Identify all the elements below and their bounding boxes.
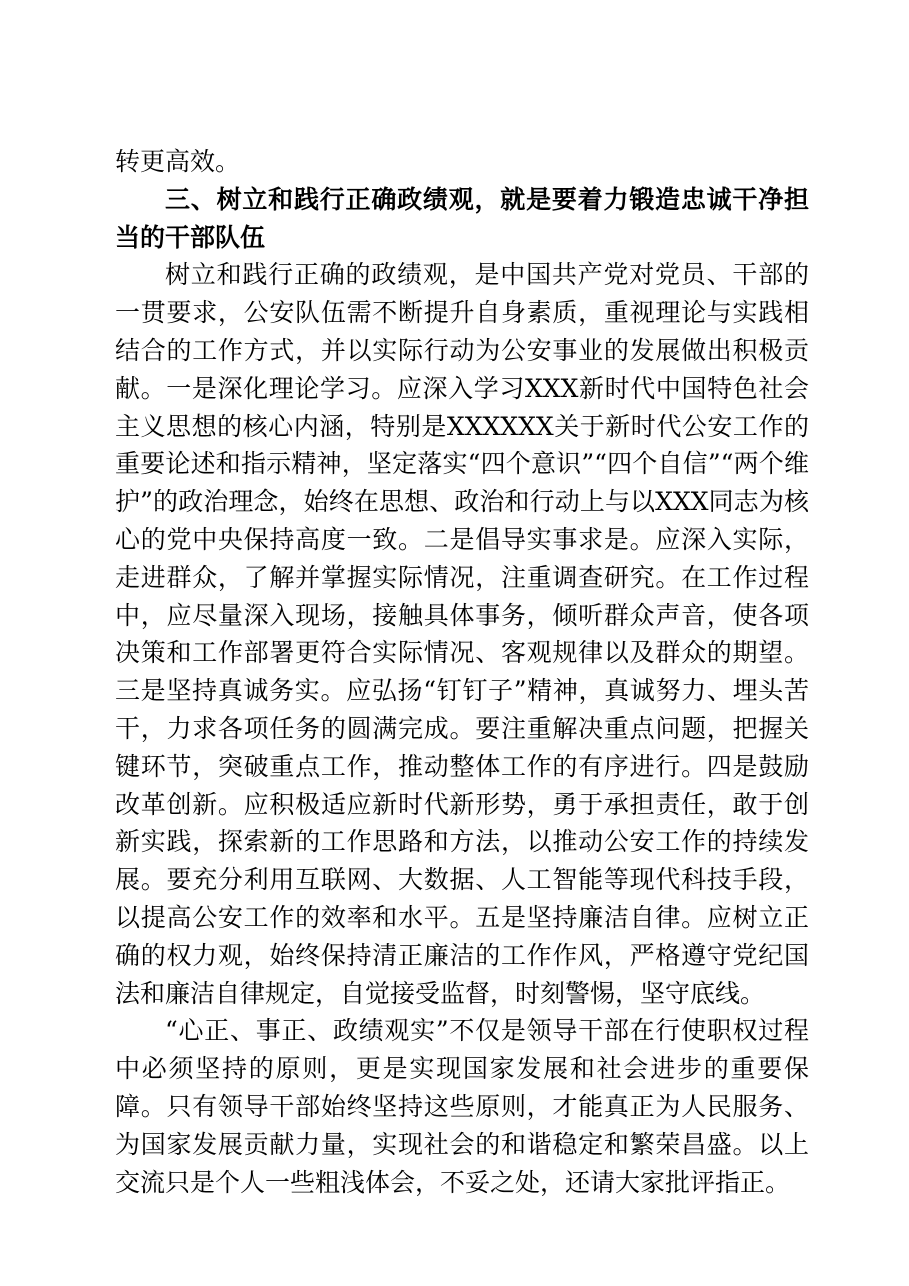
body-paragraph: 树立和践行正确的政绩观，是中国共产党对党员、干部的一贯要求，公安队伍需不断提升自身素质，重视理论与实践相结合的工作方式，并以实际行动为公安事业的发展做出积极贡献。一是深化理论学习。应深入学习XXX新时代中国特色社会主义思想的核心内涵，特别是XXXXXX关于新时代公安工作的重要论述和指示精神，坚定落实“四个意识”“四个自信”“两个维护”的政治理念，始终在思想、政治和行动上与以XXX同志为核心的党中央保持高度一致。二是倡导实事求是。应深入实际，走进群众，了解并掌握实际情况，注重调查研究。在工作过程中，应尽量深入现场，接触具体事务，倾听群众声音，使各项决策和工作部署更符合实际情况、客观规律以及群众的期望。三是坚持真诚务实。应弘扬“钉钉子”精神，真诚努力、埋头苦干，力求各项任务的圆满完成。要注重解决重点问题，把握关键环节，突破重点工作，推动整体工作的有序进行。四是鼓励改革创新。应积极适应新时代新形势，勇于承担责任，敢于创新实践，探索新的工作思路和方法，以推动公安工作的持续发展。要充分利用互联网、大数据、人工智能等现代科技手段，以提高公安工作的效率和水平。五是坚持廉洁自律。应树立正确的权力观，始终保持清正廉洁的工作作风，严格遵守党纪国法和廉洁自律规定，自觉接受监督，时刻警惕，坚守底线。 [115, 260, 809, 1008]
closing-paragraph: “心正、事正、政绩观实”不仅是领导干部在行使职权过程中必须坚持的原则，更是实现国家发展和社会进步的重要保障。只有领导干部始终坚持这些原则，才能真正为人民服务、为国家发展贡献力量，实现社会的和谐稳定和繁荣昌盛。以上交流只是个人一些粗浅体会，不妥之处，还请大家批评指正。 [115, 1016, 809, 1197]
continuation-text: 转更高效。 [115, 147, 241, 176]
document-body [115, 143, 809, 1201]
section-heading: 三、树立和践行正确政绩观，就是要着力锻造忠诚干净担当的干部队伍 [115, 184, 809, 252]
